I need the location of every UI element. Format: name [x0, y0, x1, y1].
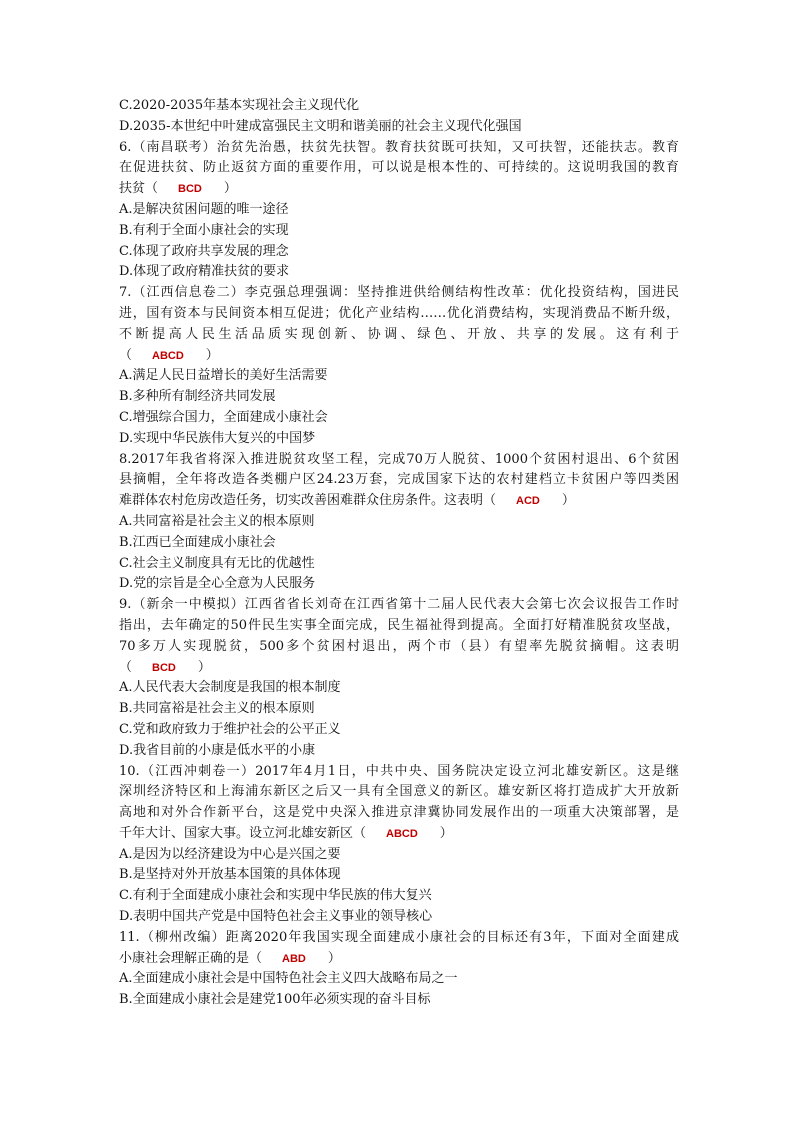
text-line: 高地和对外合作新平台，这是党中央深入推进京津冀协同发展作出的一项重大决策部署，是: [119, 805, 679, 821]
text-line: B.有利于全面小康社会的实现: [119, 222, 289, 238]
text-line: [119, 658, 679, 679]
line-text: ）: [561, 493, 575, 509]
text-line: B.江西已全面建成小康社会: [119, 534, 276, 550]
text-line: C.体现了政府共享发展的理念: [119, 243, 289, 259]
text-line: 11.（柳州改编）距离2020年我国实现全面建成小康社会的目标还有3年，下面对全面建成: [119, 929, 679, 945]
text-line: D.党的宗旨是全心全意为人民服务: [119, 576, 316, 592]
line-text: 扶贫（: [119, 181, 159, 197]
answer-key: BCD: [178, 183, 202, 196]
text-line: [119, 346, 679, 367]
text-line: [119, 179, 679, 200]
text-line: C.有利于全面建成小康社会和实现中华民族的伟大复兴: [119, 888, 432, 904]
text-line: [119, 491, 679, 512]
text-line: B.是坚持对外开放基本国策的具体体现: [119, 867, 341, 883]
text-line: A.共同富裕是社会主义的根本原则: [119, 513, 315, 529]
text-line: 县摘帽，全年将改造各类棚户区24.23万套，完成国家下达的农村建档立卡贫困户等四类困: [119, 472, 679, 488]
answer-key: BCD: [152, 661, 176, 674]
text-line: 进，国有资本与民间资本相互促进；优化产业结构……优化消费结构，实现消费品不断升级，: [119, 305, 679, 321]
answer-key: ABCD: [386, 827, 418, 840]
line-text: ）: [205, 347, 219, 363]
answer-key: ACD: [516, 495, 540, 508]
answer-key: ABD: [282, 952, 306, 965]
line-text: （: [119, 659, 133, 675]
line-text: 难群体农村危房改造任务，切实改善困难群众住房条件。这表明（: [119, 493, 497, 509]
line-text: ）: [439, 825, 453, 841]
text-line: [119, 824, 679, 845]
text-line: D.实现中华民族伟大复兴的中国梦: [119, 430, 316, 446]
text-line: A.全面建成小康社会是中国特色社会主义四大战略布局之一: [119, 971, 458, 987]
text-line: 8.2017年我省将深入推进脱贫攻坚工程，完成70万人脱贫、1000个贫困村退出、6个贫困: [119, 451, 679, 467]
line-text: 千年大计、国家大事。设立河北雄安新区（: [119, 825, 367, 841]
text-line: [119, 949, 679, 970]
text-line: 在促进扶贫、防止返贫方面的重要作用，可以说是根本性的、可持续的。这说明我国的教育: [119, 160, 679, 176]
text-line: C.党和政府致力于维护社会的公平正义: [119, 721, 341, 737]
text-line: 不断提高人民生活品质实现创新、协调、绿色、开放、共享的发展。这有利于: [119, 326, 679, 342]
line-text: （: [119, 347, 133, 363]
text-line: B.共同富裕是社会主义的根本原则: [119, 701, 315, 717]
text-line: 7.（江西信息卷二）李克强总理强调：坚持推进供给侧结构性改革：优化投资结构，国进民: [119, 285, 679, 301]
text-line: D.2035-本世纪中叶建成富强民主文明和谐美丽的社会主义现代化强国: [119, 118, 522, 134]
text-line: D.表明中国共产党是中国特色社会主义事业的领导核心: [119, 909, 433, 925]
text-line: D.我省目前的小康是低水平的小康: [119, 742, 316, 758]
text-line: A.是因为以经济建设为中心是兴国之要: [119, 846, 341, 862]
text-line: A.人民代表大会制度是我国的根本制度: [119, 680, 341, 696]
text-line: 深圳经济特区和上海浦东新区之后又一具有全国意义的新区。雄安新区将打造成扩大开放新: [119, 784, 679, 800]
text-line: D.体现了政府精准扶贫的要求: [119, 264, 290, 280]
text-line: 9.（新余一中模拟）江西省省长刘奇在江西省第十二届人民代表大会第七次会议报告工作时: [119, 597, 679, 613]
line-text: ）: [197, 659, 211, 675]
text-line: C.2020-2035年基本实现社会主义现代化: [119, 98, 360, 113]
line-text: 小康社会理解正确的是（: [119, 950, 263, 966]
text-line: C.社会主义制度具有无比的优越性: [119, 555, 315, 571]
text-line: 10.（江西冲刺卷一）2017年4月1日，中共中央、国务院决定设立河北雄安新区。这是继: [119, 763, 679, 779]
line-text: ）: [327, 950, 341, 966]
text-line: 6.（南昌联考）治贫先治愚，扶贫先扶智。教育扶贫既可扶知，又可扶智，还能扶志。教育: [119, 139, 679, 155]
text-line: B.多种所有制经济共同发展: [119, 389, 276, 405]
line-text: ）: [223, 181, 237, 197]
text-line: 指出，去年确定的50件民生实事全面完成，民生福祉得到提高。全面打好精准脱贫攻坚战，: [119, 617, 679, 633]
document-page: [119, 96, 679, 1011]
answer-key: ABCD: [152, 349, 184, 362]
text-line: 70多万人实现脱贫，500多个贫困村退出，两个市（县）有望率先脱贫摘帽。这表明: [119, 638, 679, 654]
text-line: A.满足人民日益增长的美好生活需要: [119, 368, 328, 384]
text-line: B.全面建成小康社会是建党100年必须实现的奋斗目标: [119, 992, 431, 1008]
text-line: C.增强综合国力，全面建成小康社会: [119, 409, 328, 425]
text-line: A.是解决贫困问题的唯一途径: [119, 201, 289, 217]
